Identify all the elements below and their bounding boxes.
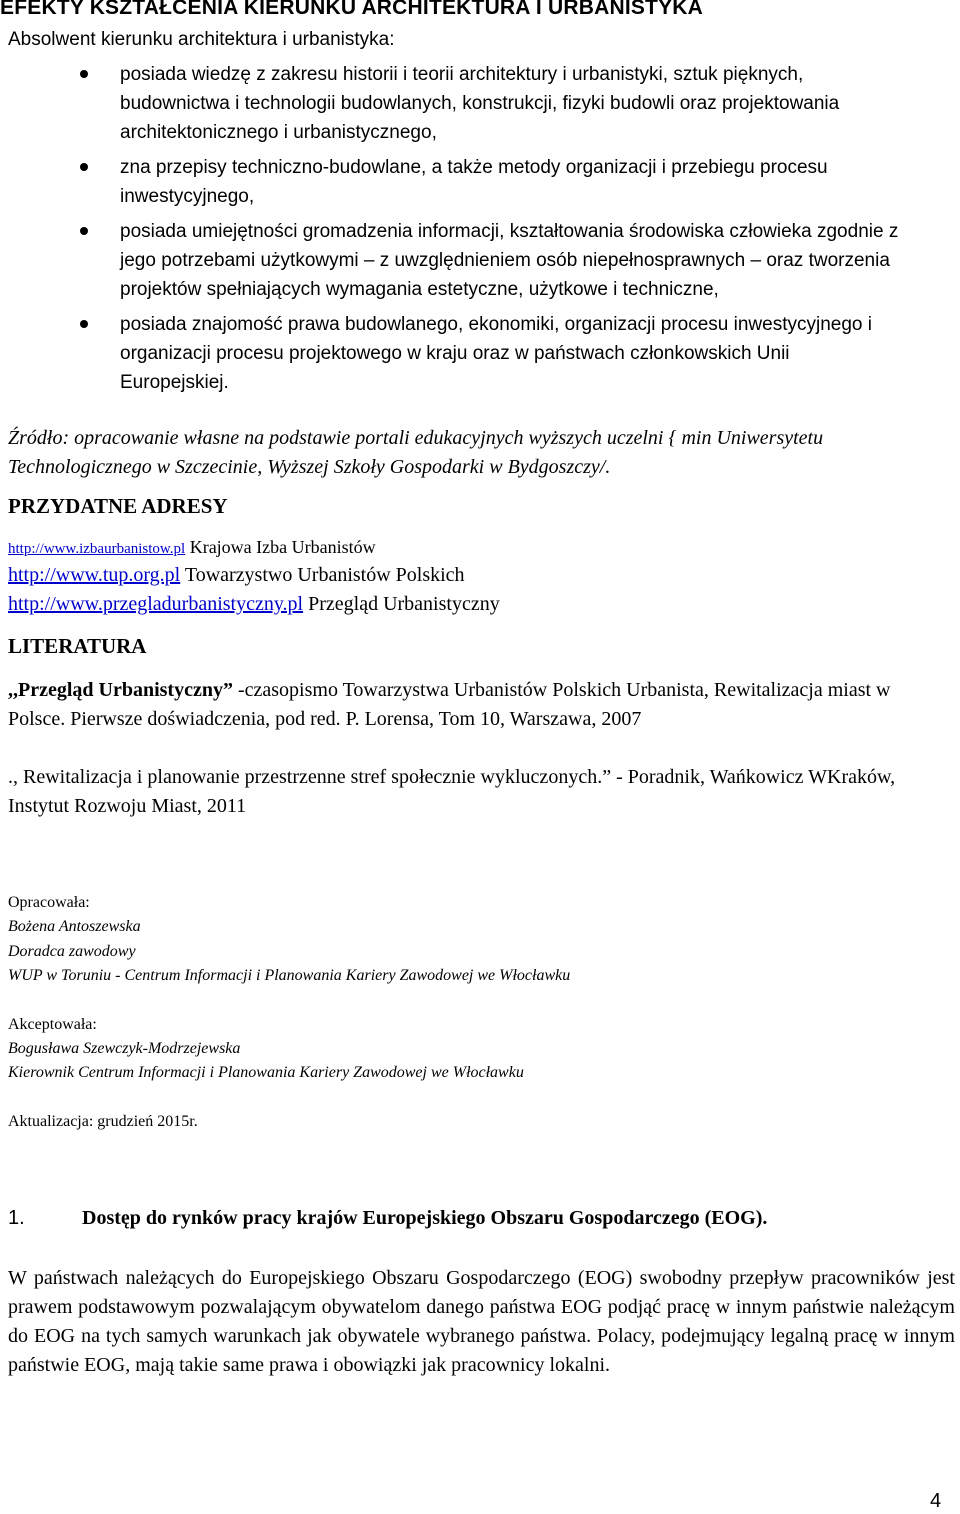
section-heading-effects: EFEKTY KSZTAŁCENIA KIERUNKU ARCHITEKTURA I URBANISTYKA [0,0,704,19]
address-label: Krajowa Izba Urbanistów [189,537,376,557]
prepared-org: WUP w Toruniu - Centrum Informacji i Planowania Kariery Zawodowej we Włocławku [8,967,571,984]
literature-heading: LITERATURA [8,634,147,658]
list-item [80,310,900,397]
literature-entry [8,676,938,734]
source-note: Źródło: opracowanie własne na podstawie portali edukacyjnych wyższych uczelni { min Uniwersytetu Technologicznego w Szczecinie, Wyższej Szkoły Gospodarki w Bydgoszczy/. [8,427,824,478]
list-item [80,60,900,147]
update-note: Aktualizacja: grudzień 2015r. [8,1113,198,1130]
page-number: 4 [930,1490,942,1512]
bullet-icon [80,227,88,235]
list-item-text: posiada wiedzę z zakresu historii i teorii architektury i urbanistyki, sztuk pięknych, budownictwa i technologii budowlanych, konstrukcji, fizyki budowli oraz projektowania architektonicznego i urbanistycznego, [120,64,840,143]
address-link[interactable]: http://www.przegladurbanistyczny.pl [8,593,304,615]
section-title [8,1207,948,1230]
address-link[interactable]: http://www.tup.org.pl [8,564,181,586]
address-label: Towarzystwo Urbanistów Polskich [184,564,465,586]
list-item [80,153,900,211]
literature-entry-title: ,,Przegląd Urbanistyczny” [8,679,233,701]
address-row [8,593,500,616]
accepted-role: Kierownik Centrum Informacji i Planowania Kariery Zawodowej we Włocławku [8,1064,524,1081]
bullet-icon [80,320,88,328]
section-title-text: Dostęp do rynków pracy krajów Europejskiego Obszaru Gospodarczego (EOG). [82,1207,768,1229]
prepared-name: Bożena Antoszewska [8,918,141,935]
prepared-label: Opracowała: [8,894,90,911]
address-row [8,537,376,558]
outcomes-list [80,60,900,403]
bullet-icon [80,70,88,78]
literature-entry: ., Rewitalizacja i planowanie przestrzenne stref społecznie wykluczonych.” - Poradnik, Wańkowicz WKraków, Instytut Rozwoju Miast, 2011 [8,766,896,817]
literature-entry-text: -czasopismo Towarzystwa Urbanistów Polskich Urbanista, Rewitalizacja miast w Polsce. Pierwsze doświadczenia, pod red. P. Lorensa, Tom 10, Warszawa, 2007 [8,679,891,730]
accepted-name: Bogusława Szewczyk-Modrzejewska [8,1040,241,1057]
section-number: 1. [8,1207,25,1229]
address-label: Przegląd Urbanistyczny [308,593,500,615]
section-body: W państwach należących do Europejskiego Obszaru Gospodarczego (EOG) swobodny przepływ pracowników jest prawem podstawowym pozwalającym obywatelom danego państwa EOG podjąć pracę w innym państwie należącym do EOG na tych samych warunkach jak obywatele wybranego państwa. Polacy, podejmujący legalną pracę w innym państwie EOG, mają takie same prawa i obowiązki jak pracownicy lokalni. [8,1267,955,1376]
intro-text: Absolwent kierunku architektura i urbanistyka: [8,29,395,50]
list-item [80,217,900,304]
prepared-role: Doradca zawodowy [8,943,136,960]
accepted-label: Akceptowała: [8,1016,97,1033]
address-row [8,564,465,587]
list-item-text: zna przepisy techniczno-budowlane, a także metody organizacji i przebiegu procesu inwestycyjnego, [120,157,828,207]
bullet-icon [80,163,88,171]
list-item-text: posiada umiejętności gromadzenia informacji, kształtowania środowiska człowieka zgodnie z jego potrzebami użytkowymi – z uwzględnieniem osób niepełnosprawnych – oraz tworzenia projektów spełniających wymagania estetyczne, użytkowe i techniczne, [120,221,899,300]
useful-addresses-heading: PRZYDATNE ADRESY [8,494,228,518]
address-link[interactable]: http://www.izbaurbanistow.pl [8,541,186,557]
list-item-text: posiada znajomość prawa budowlanego, ekonomiki, organizacji procesu inwestycyjnego i organizacji procesu projektowego w kraju oraz w państwach członkowskich Unii Europejskiej. [120,314,872,393]
